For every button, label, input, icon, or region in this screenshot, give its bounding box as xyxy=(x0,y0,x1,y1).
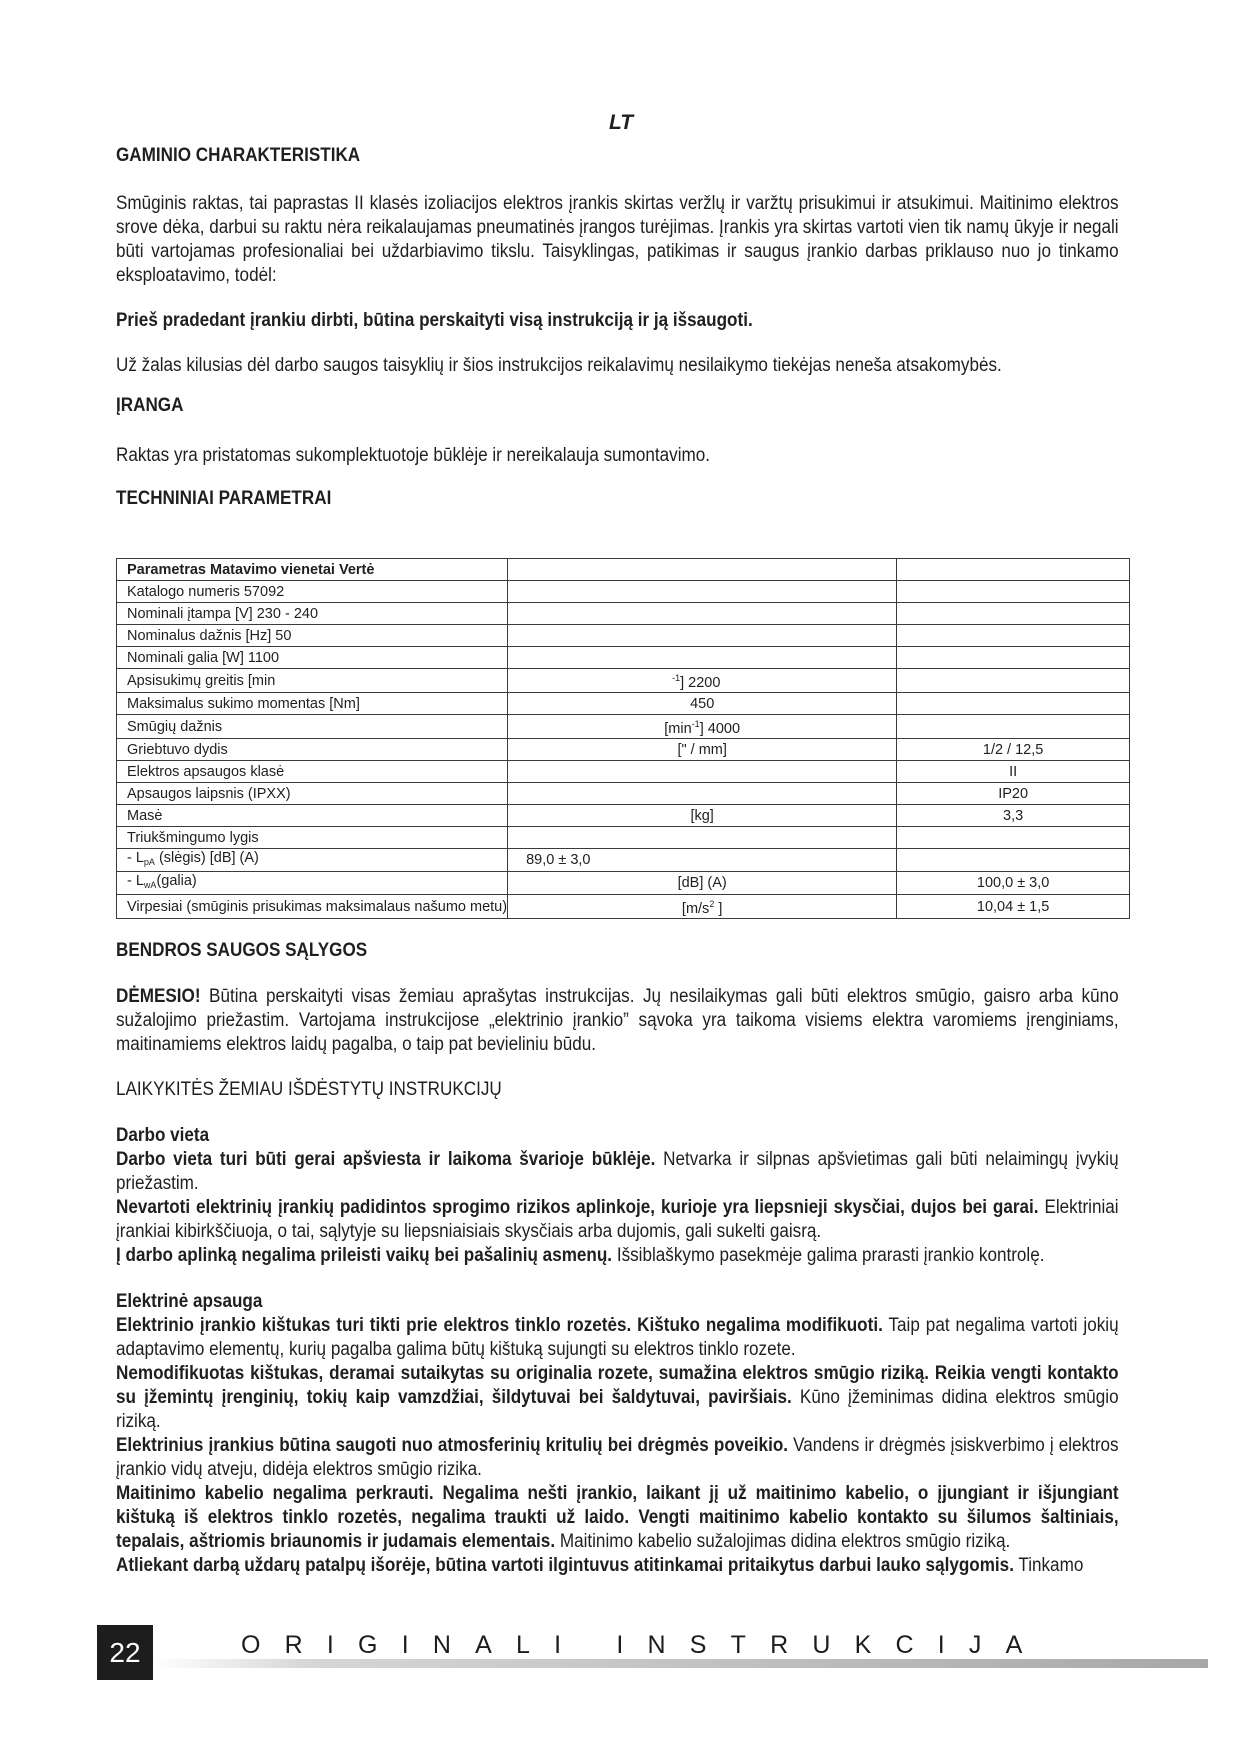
subsection-title-electric: Elektrinė apsauga xyxy=(116,1291,263,1312)
electric-rule xyxy=(116,1434,1119,1482)
cell-text: IP20 xyxy=(998,785,1029,802)
paragraph-liability: Už žalas kilusias dėl darbo saugos taisyklių ir šios instrukcijos reikalavimų nesilaikymo tiekėjas neneša atsakomybės. xyxy=(116,355,1002,376)
section-title-characteristics: GAMINIO CHARAKTERISTIKA xyxy=(116,145,361,166)
electric-rule-text: Tinkamo xyxy=(1013,1555,1084,1576)
electric-rule xyxy=(116,1554,1119,1578)
table-cell-parameter xyxy=(117,581,508,603)
table-cell-unit xyxy=(508,669,897,693)
electric-rule xyxy=(116,1482,1119,1554)
workplace-rule xyxy=(116,1148,1119,1196)
table-cell-parameter xyxy=(117,715,508,739)
table-cell-unit xyxy=(508,761,897,783)
cell-text: - L xyxy=(127,873,144,889)
table-cell-unit xyxy=(508,693,897,715)
electric-rule xyxy=(116,1362,1119,1434)
table-cell-value xyxy=(897,669,1130,693)
cell-text: Griebtuvo dydis xyxy=(127,741,228,758)
cell-superscript: 2 xyxy=(709,899,715,909)
electric-rule-bold: Elektrinius įrankius būtina saugoti nuo atmosferinių kritulių bei drėgmės poveikio. xyxy=(116,1435,789,1456)
table-row xyxy=(117,559,1130,581)
table-cell-value xyxy=(897,739,1130,761)
table-row xyxy=(117,805,1130,827)
section-title-technical: TECHNINIAI PARAMETRAI xyxy=(116,488,332,509)
table-cell-parameter xyxy=(117,669,508,693)
footer-gradient-bar xyxy=(153,1659,1208,1668)
table-row xyxy=(117,603,1130,625)
table-cell-unit xyxy=(508,559,897,581)
table-cell-parameter xyxy=(117,805,508,827)
table-row xyxy=(117,849,1130,872)
workplace-rule xyxy=(116,1196,1119,1244)
cell-subscript: wA xyxy=(143,880,157,890)
cell-text: Apsaugos laipsnis (IPXX) xyxy=(127,785,291,802)
cell-text: Masė xyxy=(127,807,163,824)
cell-text: Smūgių dažnis xyxy=(127,718,223,735)
table-cell-value xyxy=(897,872,1130,895)
table-cell-unit xyxy=(508,647,897,669)
table-cell-value xyxy=(897,647,1130,669)
workplace-rule-bold: Nevartoti elektrinių įrankių padidintos sprogimo rizikos aplinkoje, kurioje yra liepsnieji skysčiai, dujos bei garai. xyxy=(116,1197,1039,1218)
cell-text: ] 4000 xyxy=(699,721,741,737)
workplace-rule xyxy=(116,1244,1119,1268)
cell-text: [kg] xyxy=(690,807,714,824)
table-row xyxy=(117,783,1130,805)
electric-rule xyxy=(116,1314,1119,1362)
cell-subscript: pA xyxy=(143,857,155,867)
cell-text: Elektros apsaugos klasė xyxy=(127,763,285,780)
table-cell-value xyxy=(897,827,1130,849)
cell-text: [m/s xyxy=(681,901,710,917)
table-cell-parameter xyxy=(117,849,508,872)
table-cell-value xyxy=(897,783,1130,805)
table-cell-unit xyxy=(508,849,897,872)
page-number: 22 xyxy=(97,1625,153,1680)
section-title-safety: BENDROS SAUGOS SĄLYGOS xyxy=(116,940,368,961)
cell-text: II xyxy=(1009,763,1018,780)
table-body xyxy=(117,559,1130,919)
cell-text: ] 2200 xyxy=(680,675,721,691)
table-cell-unit xyxy=(508,805,897,827)
workplace-rule-bold: Darbo vieta turi būti gerai apšviesta ir laikoma švarioje būklėje. xyxy=(116,1149,656,1170)
cell-text: [" / mm] xyxy=(677,741,727,758)
document-body-lower xyxy=(116,939,1129,1578)
table-row xyxy=(117,581,1130,603)
cell-text: 450 xyxy=(690,695,715,712)
section-title-equipment: ĮRANGA xyxy=(116,395,184,416)
table-cell-value xyxy=(897,625,1130,647)
table-cell-unit xyxy=(508,603,897,625)
table-cell-value xyxy=(897,603,1130,625)
cell-text: - L xyxy=(127,850,144,866)
table-cell-unit xyxy=(508,625,897,647)
cell-text: Maksimalus sukimo momentas [Nm] xyxy=(127,695,360,712)
cell-text: Nominalus dažnis [Hz] 50 xyxy=(127,627,292,644)
table-row xyxy=(117,872,1130,895)
table-cell-unit xyxy=(508,827,897,849)
table-cell-parameter xyxy=(117,761,508,783)
table-cell-parameter xyxy=(117,783,508,805)
workplace-rule-bold: Į darbo aplinką negalima prileisti vaikų bei pašalinių asmenų. xyxy=(116,1245,613,1266)
cell-text: 89,0 ± 3,0 xyxy=(526,852,591,868)
table-cell-parameter xyxy=(117,739,508,761)
cell-text: (slėgis) [dB] (A) xyxy=(154,850,259,866)
electric-rule-text: Maitinimo kabelio sužalojimas didina elektros smūgio riziką. xyxy=(555,1531,1011,1552)
table-cell-parameter xyxy=(117,559,508,581)
table-cell-value xyxy=(897,559,1130,581)
cell-text: (galia) xyxy=(156,873,197,889)
electric-rule-bold: Atliekant darbą uždarų patalpų išorėje, būtina vartoti ilgintuvus atitinkamai pritaikytus darbui lauko sąlygomis. xyxy=(116,1555,1014,1576)
paragraph-description: Smūginis raktas, tai paprastas II klasės izoliacijos elektros įrankis skirtas veržlų ir varžtų prisukimui ir atsukimui. Maitinimo elektros srove dėka, darbui su raktu nėra reikalaujamas pneumatinės įrangos turėjimas. Įrankis yra skirtas vartoti vien tik namų ūkyje ir negali būti vartojamas profesionaliai bei uždarbiavimo tikslu. Taisyklingas, patikimas ir saugus įrankio darbas priklauso nuo jo tinkamo eksploatavimo, todėl: xyxy=(116,193,1119,286)
cell-text: [min xyxy=(664,721,692,737)
electric-rule-bold: Maitinimo kabelio negalima perkrauti. Negalima nešti įrankio, laikant jį už maitinimo kabelio, o įjungiant ir išjungiant kištuką iš elektros tinklo rozetės, negalima traukti už laido. Vengti maitinimo kabelio kontakto su šilumos šaltiniais, tepalais, aštriomis briaunomis ir judamais elementais. xyxy=(116,1483,1119,1552)
cell-text: Katalogo numeris 57092 xyxy=(127,583,285,600)
table-cell-value xyxy=(897,805,1130,827)
table-cell-parameter xyxy=(117,827,508,849)
electric-rule-bold: Nemodifikuotas kištukas, deramai sutaikytas su originalia rozete, sumažina elektros smūgio riziką. Reikia vengti kontakto su įžemintų įrenginių, tokių kaip vamzdžiai, šildytuvai bei šaldytuvai, paviršiais. xyxy=(116,1363,1119,1408)
electric-rule-bold: Elektrinio įrankio kištukas turi tikti prie elektros tinklo rozetės. Kištuko negalima modifikuoti. xyxy=(116,1315,883,1336)
cell-text: Apsisukimų greitis [min xyxy=(127,672,276,689)
table-cell-parameter xyxy=(117,603,508,625)
table-row xyxy=(117,647,1130,669)
table-cell-value xyxy=(897,715,1130,739)
language-code: LT xyxy=(609,111,634,134)
table-cell-unit xyxy=(508,739,897,761)
paragraph-equipment: Raktas yra pristatomas sukomplektuotoje būklėje ir nereikalauja sumontavimo. xyxy=(116,445,711,466)
paragraph-follow-instructions: LAIKYKITĖS ŽEMIAU IŠDĖSTYTŲ INSTRUKCIJŲ xyxy=(116,1079,502,1100)
table-cell-unit xyxy=(508,715,897,739)
table-cell-value xyxy=(897,895,1130,919)
subsection-title-workplace: Darbo vieta xyxy=(116,1125,210,1146)
cell-text: Nominali galia [W] 1100 xyxy=(127,649,280,666)
table-row xyxy=(117,739,1130,761)
table-cell-unit xyxy=(508,895,897,919)
table-row xyxy=(117,693,1130,715)
cell-superscript: -1 xyxy=(672,673,681,683)
table-cell-parameter xyxy=(117,872,508,895)
cell-text: Triukšmingumo lygis xyxy=(127,829,259,846)
technical-parameters-table xyxy=(116,558,1130,919)
cell-text: [dB] (A) xyxy=(677,875,727,891)
table-row xyxy=(117,895,1130,919)
paragraph-warning-read: Prieš pradedant įrankiu dirbti, būtina perskaityti visą instrukciją ir ją išsaugoti. xyxy=(116,310,753,331)
table-cell-value xyxy=(897,693,1130,715)
attention-text: Būtina perskaityti visas žemiau aprašytas instrukcijas. Jų nesilaikymas gali būti elektros smūgio, gaisro arba kūno sužalojimo priežastim. Vartojama instrukcijose „elektrinio įrankio” sąvoka yra taikoma visiems elektra varomiems įrenginiams, maitinamiems elektros laidų pagalba, o taip pat bevieliniu būdu. xyxy=(116,986,1119,1055)
attention-label: DĖMESIO! xyxy=(116,986,201,1007)
table-cell-parameter xyxy=(117,647,508,669)
electric-rule-text: Taip pat negalima vartoti jokių adaptavimo elementų, kurių pagalba galima būtų kištuką sujungti su elektros tinklo rozete. xyxy=(116,1315,1119,1360)
workplace-rule-text: Netvarka ir silpnas apšvietimas gali būti nelaimingų įvykių priežastim. xyxy=(116,1149,1119,1194)
table-row xyxy=(117,715,1130,739)
cell-text: Virpesiai (smūginis prisukimas maksimalaus našumo metu) xyxy=(127,898,508,915)
table-cell-parameter xyxy=(117,895,508,919)
cell-text: Parametras Matavimo vienetai Vertė xyxy=(127,561,375,578)
cell-text: 1/2 / 12,5 xyxy=(982,741,1044,758)
workplace-rule-text: Elektriniai įrankiai kibirkščiuoja, o tai, sąlytyje su liepsniaisiais skysčiais arba dujomis, gali sukelti gaisrą. xyxy=(116,1197,1119,1242)
workplace-rule-text: Išsiblaškymo pasekmėje galima prarasti įrankio kontrolę. xyxy=(612,1245,1045,1266)
cell-text: Nominali įtampa [V] 230 - 240 xyxy=(127,605,319,622)
table-cell-unit xyxy=(508,872,897,895)
table-row xyxy=(117,827,1130,849)
table-cell-value xyxy=(897,849,1130,872)
cell-text: 10,04 ± 1,5 xyxy=(976,898,1050,915)
cell-superscript: -1 xyxy=(691,719,700,729)
document-body xyxy=(116,144,1129,511)
table-cell-value xyxy=(897,761,1130,783)
paragraph-attention xyxy=(116,985,1119,1057)
table-row xyxy=(117,761,1130,783)
footer-title: ORIGINALI INSTRUKCIJA xyxy=(241,1631,1047,1659)
table-cell-unit xyxy=(508,581,897,603)
table-cell-value xyxy=(897,581,1130,603)
table-cell-unit xyxy=(508,783,897,805)
cell-text: 100,0 ± 3,0 xyxy=(976,875,1050,891)
table-cell-parameter xyxy=(117,693,508,715)
electric-rule-text: Vandens ir drėgmės įsiskverbimo į elektros įrankio vidų atveju, didėja elektros smūgio rizika. xyxy=(116,1435,1119,1480)
cell-text: ] xyxy=(714,901,723,917)
electric-rule-text: Kūno įžeminimas didina elektros smūgio riziką. xyxy=(116,1387,1119,1432)
cell-text: 3,3 xyxy=(1003,807,1024,824)
table-cell-parameter xyxy=(117,625,508,647)
table-row xyxy=(117,625,1130,647)
table-row xyxy=(117,669,1130,693)
